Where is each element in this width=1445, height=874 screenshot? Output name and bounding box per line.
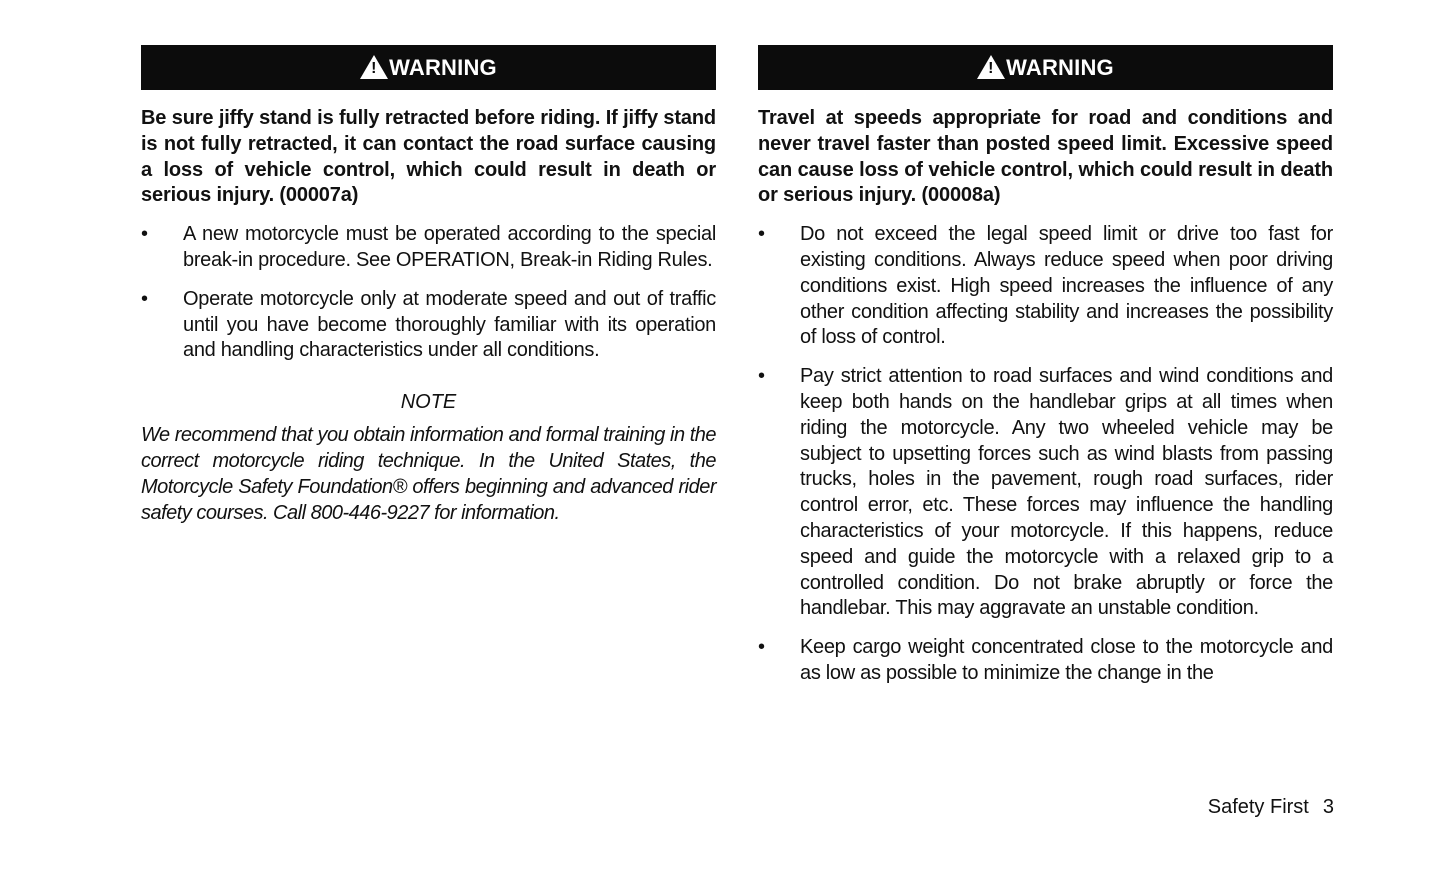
warning-text: Travel at speeds appropriate for road and conditions and never travel faster than posted speed limit. Excessive speed can cause loss of vehicle control, which could result in death or serious injury. (00008a) [758, 107, 1333, 207]
list-item: • A new motorcycle must be operated according to the special break-in procedure. See OPERATION, Break-in Riding Rules. [141, 223, 716, 271]
warning-triangle-icon [360, 55, 388, 79]
note-heading: NOTE [400, 391, 457, 414]
list-item: • Keep cargo weight concentrated close to the motorcycle and as low as possible to minimize the change in the [758, 636, 1333, 684]
list-item: • Pay strict attention to road surfaces and wind conditions and keep both hands on the handlebar grips at all times when riding the motorcycle. Any two wheeled vehicle may be subject to upsetting forces such as wind blasts from passing trucks, holes in the pavement, rough road surfaces, rider control error, etc. These forces may influence the handling characteristics of your motorcycle. If this happens, reduce speed and guide the motorcycle with a relaxed grip to a controlled condition. Do not brake abruptly or force the handlebar. This may aggravate an unstable condition. [758, 365, 1333, 620]
bullet-list [141, 222, 716, 364]
page-footer [1208, 796, 1334, 819]
warning-banner [758, 45, 1333, 90]
warning-banner [141, 45, 716, 90]
warning-label: WARNING [1006, 54, 1114, 80]
list-item: • Do not exceed the legal speed limit or drive too fast for existing conditions. Always reduce speed when poor driving conditions exist. High speed increases the influence of any other condition affecting stability and increases the possibility of loss of control. [758, 223, 1333, 349]
warning-label: WARNING [389, 54, 497, 80]
warning-triangle-icon [977, 55, 1005, 79]
note-text: We recommend that you obtain information and formal training in the correct motorcycle riding technique. In the United States, the Motorcycle Safety Foundation® offers beginning and advanced rider safety courses. Call 800-446-9227 for information. [141, 424, 716, 525]
bullet-list [758, 222, 1333, 687]
right-column [758, 45, 1333, 687]
warning-text: Be sure jiffy stand is fully retracted before riding. If jiffy stand is not fully retracted, it can contact the road surface causing a loss of vehicle control, which could result in death or serious injury. (00007a) [141, 107, 716, 207]
section-title: Safety First [1207, 796, 1309, 818]
list-item: • Operate motorcycle only at moderate speed and out of traffic until you have become thoroughly familiar with its operation and handling characteristics under all conditions. [141, 287, 716, 362]
page-number: 3 [1322, 796, 1334, 818]
left-column [141, 45, 716, 526]
